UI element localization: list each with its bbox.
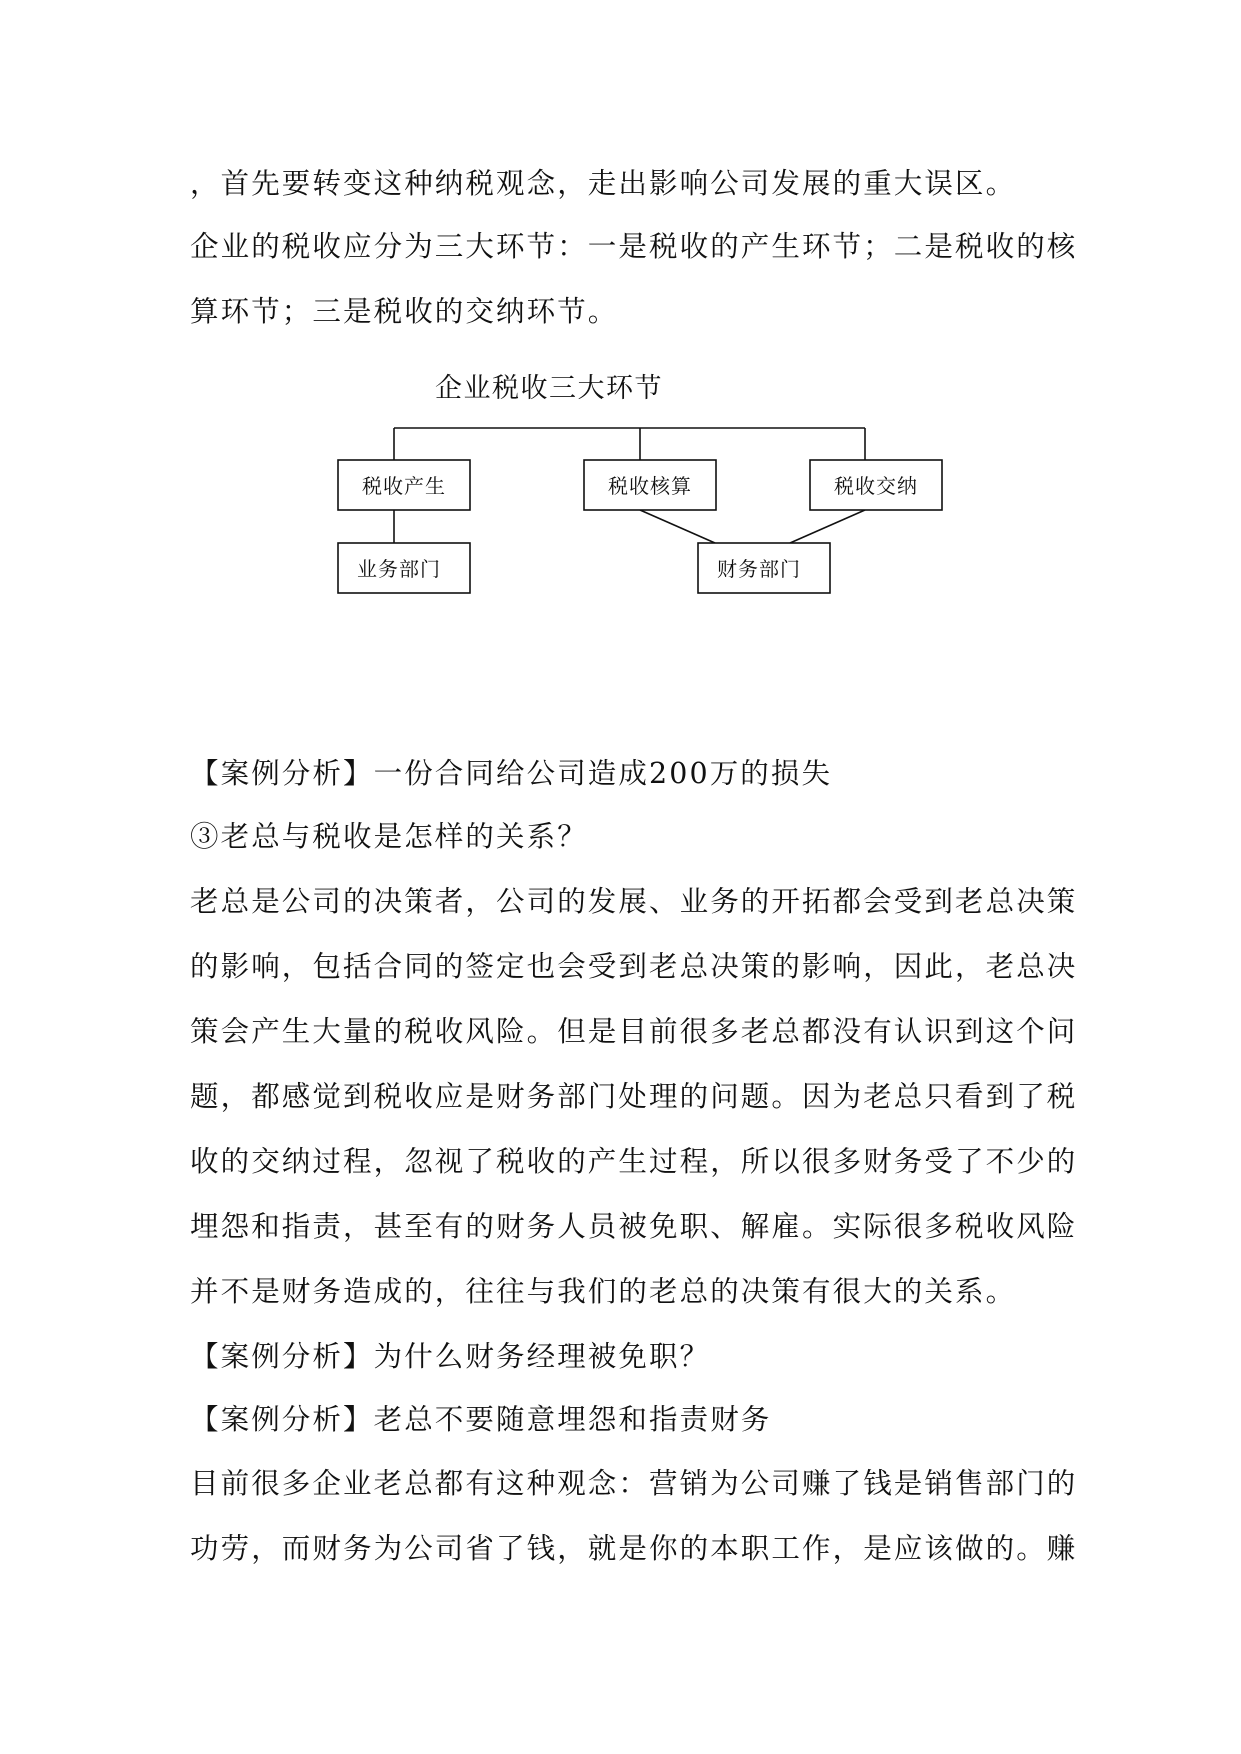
question-boss-tax-relation: ③老总与税收是怎样的关系？ <box>190 820 588 853</box>
connector-account-finance <box>640 510 715 543</box>
node-business-dept-label: 业务部门 <box>357 557 441 581</box>
paragraph-line: 收的交纳过程，忽视了税收的产生过程，所以很多财务受了不少的 <box>190 1145 1078 1178</box>
connector-pay-finance <box>790 510 865 543</box>
case-heading-dont-blame-finance: 【案例分析】老总不要随意埋怨和指责财务 <box>190 1403 772 1436</box>
node-produce <box>338 460 470 510</box>
paragraph-line: 的影响，包括合同的签定也会受到老总决策的影响，因此，老总决 <box>190 950 1078 983</box>
node-business-dept <box>338 543 470 593</box>
intro-line-1: ，首先要转变这种纳税观念，走出影响公司发展的重大误区。 <box>190 167 1017 200</box>
node-finance-dept <box>698 543 830 593</box>
paragraph-line: 埋怨和指责，甚至有的财务人员被免职、解雇。实际很多税收风险 <box>190 1210 1078 1243</box>
tax-stages-diagram <box>0 0 1241 640</box>
intro-line-3: 算环节；三是税收的交纳环节。 <box>190 295 619 328</box>
node-pay-label: 税收交纳 <box>834 474 918 498</box>
paragraph-line: 目前很多企业老总都有这种观念：营销为公司赚了钱是销售部门的 <box>190 1467 1078 1500</box>
paragraph-line: 功劳，而财务为公司省了钱，就是你的本职工作，是应该做的。赚 <box>190 1532 1078 1565</box>
paragraph-line: 并不是财务造成的，往往与我们的老总的决策有很大的关系。 <box>190 1275 1017 1308</box>
intro-line-2: 企业的税收应分为三大环节：一是税收的产生环节；二是税收的核 <box>190 230 1078 263</box>
case-heading-finance-manager: 【案例分析】为什么财务经理被免职？ <box>190 1340 711 1373</box>
case-heading-contract-loss: 【案例分析】一份合同给公司造成200万的损失 <box>190 757 833 790</box>
paragraph-line: 题，都感觉到税收应是财务部门处理的问题。因为老总只看到了税 <box>190 1080 1078 1113</box>
paragraph-line: 策会产生大量的税收风险。但是目前很多老总都没有认识到这个问 <box>190 1015 1078 1048</box>
node-finance-dept-label: 财务部门 <box>717 557 801 581</box>
node-account-label: 税收核算 <box>608 474 692 498</box>
node-produce-label: 税收产生 <box>362 474 446 498</box>
paragraph-line: 老总是公司的决策者，公司的发展、业务的开拓都会受到老总决策 <box>190 885 1078 918</box>
node-pay <box>810 460 942 510</box>
node-account <box>584 460 716 510</box>
diagram-title: 企业税收三大环节 <box>435 373 663 404</box>
